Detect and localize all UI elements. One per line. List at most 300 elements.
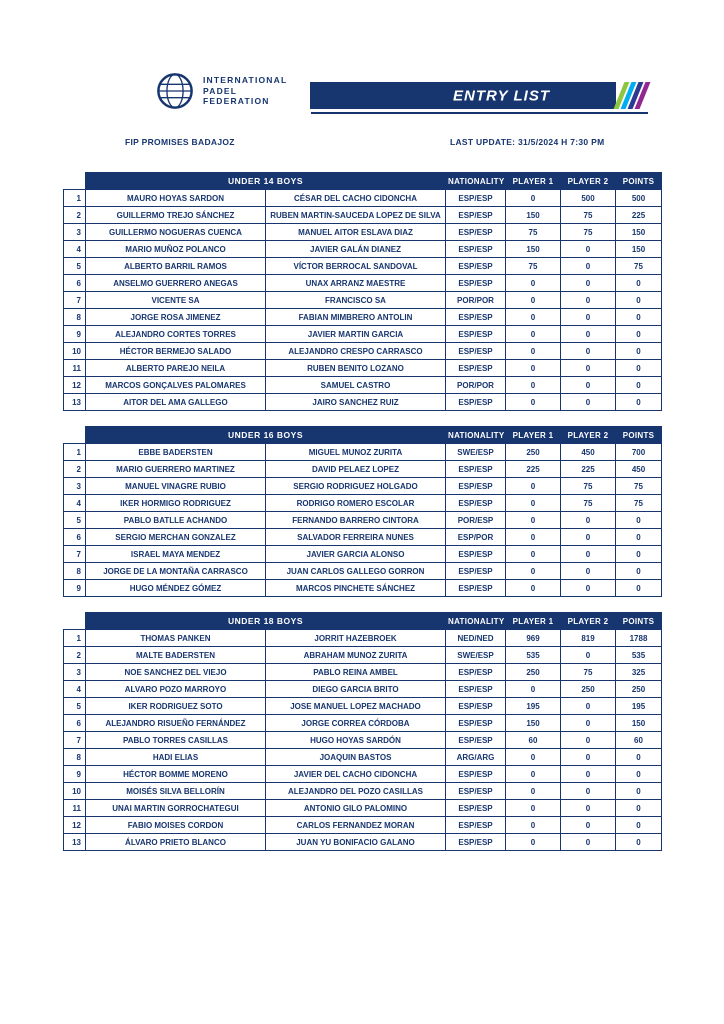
player2-points: 0 <box>561 546 616 563</box>
nationality: ESP/ESP <box>446 698 506 715</box>
row-number: 1 <box>64 190 86 207</box>
player1-points: 969 <box>506 630 561 647</box>
total-points: 150 <box>616 241 662 258</box>
player1-name: NOE SANCHEZ DEL VIEJO <box>86 664 266 681</box>
entry-row <box>64 258 662 275</box>
entry-row <box>64 529 662 546</box>
federation-name-line1: INTERNATIONAL <box>203 75 288 86</box>
nationality: POR/POR <box>446 292 506 309</box>
entry-row <box>64 292 662 309</box>
player1-points: 75 <box>506 224 561 241</box>
player1-name: HÉCTOR BOMME MORENO <box>86 766 266 783</box>
player2-points: 75 <box>561 224 616 241</box>
nationality: ESP/ESP <box>446 309 506 326</box>
total-points: 0 <box>616 394 662 411</box>
player2-name: JAIRO SANCHEZ RUIZ <box>266 394 446 411</box>
entry-row <box>64 817 662 834</box>
player1-name: ANSELMO GUERRERO ANEGAS <box>86 275 266 292</box>
row-number: 11 <box>64 800 86 817</box>
player2-points: 75 <box>561 207 616 224</box>
player1-points: 0 <box>506 546 561 563</box>
player1-points: 0 <box>506 681 561 698</box>
player2-name: JUAN CARLOS GALLEGO GORRON <box>266 563 446 580</box>
event-title: FIP PROMISES BADAJOZ <box>125 137 235 147</box>
entry-row <box>64 275 662 292</box>
row-number: 7 <box>64 732 86 749</box>
player1-points: 195 <box>506 698 561 715</box>
player1-name: ALEJANDRO RISUEÑO FERNÁNDEZ <box>86 715 266 732</box>
player2-points: 0 <box>561 766 616 783</box>
row-number: 10 <box>64 783 86 800</box>
player1-name: GUILLERMO NOGUERAS CUENCA <box>86 224 266 241</box>
federation-logo <box>156 72 287 110</box>
entry-row <box>64 461 662 478</box>
player1-points: 60 <box>506 732 561 749</box>
player2-points: 819 <box>561 630 616 647</box>
table-title: UNDER 14 BOYS <box>86 173 446 190</box>
entry-row <box>64 241 662 258</box>
nationality: ESP/ESP <box>446 190 506 207</box>
entry-row <box>64 546 662 563</box>
total-points: 0 <box>616 360 662 377</box>
entry-row <box>64 749 662 766</box>
row-number: 10 <box>64 343 86 360</box>
player2-name: DAVID PELAEZ LOPEZ <box>266 461 446 478</box>
entry-row <box>64 766 662 783</box>
entry-row <box>64 698 662 715</box>
total-points: 250 <box>616 681 662 698</box>
player2-name: CARLOS FERNANDEZ MORAN <box>266 817 446 834</box>
corner-cell <box>64 613 86 630</box>
player2-name: JAVIER GALÁN DIANEZ <box>266 241 446 258</box>
nationality: ESP/ESP <box>446 715 506 732</box>
banner-background <box>310 82 616 109</box>
entry-row <box>64 360 662 377</box>
row-number: 2 <box>64 647 86 664</box>
player1-name: IKER HORMIGO RODRIGUEZ <box>86 495 266 512</box>
total-points: 0 <box>616 275 662 292</box>
total-points: 0 <box>616 834 662 851</box>
player1-points: 0 <box>506 190 561 207</box>
player1-points: 0 <box>506 343 561 360</box>
nationality: ESP/ESP <box>446 783 506 800</box>
column-header: PLAYER 1 <box>506 613 561 630</box>
player1-points: 150 <box>506 241 561 258</box>
player2-name: RUBEN MARTIN-SAUCEDA LOPEZ DE SILVA <box>266 207 446 224</box>
total-points: 0 <box>616 580 662 597</box>
total-points: 0 <box>616 292 662 309</box>
row-number: 4 <box>64 681 86 698</box>
row-number: 8 <box>64 563 86 580</box>
player2-points: 0 <box>561 732 616 749</box>
total-points: 0 <box>616 783 662 800</box>
row-number: 7 <box>64 292 86 309</box>
player1-name: JORGE ROSA JIMENEZ <box>86 309 266 326</box>
player2-name: SALVADOR FERREIRA NUNES <box>266 529 446 546</box>
player1-points: 150 <box>506 715 561 732</box>
player2-points: 0 <box>561 800 616 817</box>
player2-name: RODRIGO ROMERO ESCOLAR <box>266 495 446 512</box>
nationality: ESP/ESP <box>446 681 506 698</box>
player2-points: 450 <box>561 444 616 461</box>
player1-points: 0 <box>506 800 561 817</box>
nationality: ESP/ESP <box>446 817 506 834</box>
player1-points: 0 <box>506 275 561 292</box>
player2-name: FRANCISCO SA <box>266 292 446 309</box>
row-number: 1 <box>64 630 86 647</box>
player2-name: ALEJANDRO CRESPO CARRASCO <box>266 343 446 360</box>
entry-row <box>64 630 662 647</box>
player1-points: 250 <box>506 444 561 461</box>
player2-name: JAVIER MARTIN GARCIA <box>266 326 446 343</box>
player2-points: 0 <box>561 715 616 732</box>
player2-points: 0 <box>561 292 616 309</box>
player1-name: FABIO MOISES CORDON <box>86 817 266 834</box>
row-number: 9 <box>64 766 86 783</box>
row-number: 7 <box>64 546 86 563</box>
player1-name: PABLO TORRES CASILLAS <box>86 732 266 749</box>
row-number: 1 <box>64 444 86 461</box>
total-points: 535 <box>616 647 662 664</box>
nationality: SWE/ESP <box>446 444 506 461</box>
player1-name: PABLO BATLLE ACHANDO <box>86 512 266 529</box>
nationality: ESP/ESP <box>446 275 506 292</box>
player2-points: 250 <box>561 681 616 698</box>
player1-name: THOMAS PANKEN <box>86 630 266 647</box>
federation-name-line3: FEDERATION <box>203 96 270 107</box>
entry-row <box>64 326 662 343</box>
entry-row <box>64 343 662 360</box>
last-update: LAST UPDATE: 31/5/2024 H 7:30 PM <box>450 137 605 147</box>
column-header: NATIONALITY <box>446 173 506 190</box>
table-title: UNDER 18 BOYS <box>86 613 446 630</box>
player2-name: ANTONIO GILO PALOMINO <box>266 800 446 817</box>
row-number: 3 <box>64 224 86 241</box>
player1-name: EBBE BADERSTEN <box>86 444 266 461</box>
player1-points: 0 <box>506 749 561 766</box>
player2-points: 0 <box>561 749 616 766</box>
row-number: 9 <box>64 580 86 597</box>
player1-points: 250 <box>506 664 561 681</box>
total-points: 0 <box>616 546 662 563</box>
nationality: ESP/ESP <box>446 326 506 343</box>
player2-name: PABLO REINA AMBEL <box>266 664 446 681</box>
player2-points: 0 <box>561 275 616 292</box>
entry-row <box>64 800 662 817</box>
entry-row <box>64 715 662 732</box>
player2-name: CÉSAR DEL CACHO CIDONCHA <box>266 190 446 207</box>
player1-name: UNAI MARTIN GORROCHATEGUI <box>86 800 266 817</box>
player2-points: 0 <box>561 394 616 411</box>
nationality: ESP/ESP <box>446 563 506 580</box>
player2-name: MARCOS PINCHETE SÁNCHEZ <box>266 580 446 597</box>
player2-points: 0 <box>561 783 616 800</box>
total-points: 0 <box>616 817 662 834</box>
total-points: 0 <box>616 377 662 394</box>
player1-name: ALVARO POZO MARROYO <box>86 681 266 698</box>
entry-row <box>64 478 662 495</box>
banner-title: ENTRY LIST <box>453 87 550 104</box>
player2-name: JOAQUIN BASTOS <box>266 749 446 766</box>
player2-name: JAVIER GARCIA ALONSO <box>266 546 446 563</box>
player1-name: GUILLERMO TREJO SÁNCHEZ <box>86 207 266 224</box>
nationality: ESP/ESP <box>446 546 506 563</box>
entry-row <box>64 563 662 580</box>
nationality: ESP/ESP <box>446 664 506 681</box>
player1-name: HÉCTOR BERMEJO SALADO <box>86 343 266 360</box>
total-points: 0 <box>616 563 662 580</box>
player1-name: VICENTE SA <box>86 292 266 309</box>
row-number: 8 <box>64 309 86 326</box>
player2-points: 75 <box>561 664 616 681</box>
row-number: 5 <box>64 512 86 529</box>
nationality: ESP/ESP <box>446 258 506 275</box>
row-number: 6 <box>64 275 86 292</box>
player1-points: 0 <box>506 817 561 834</box>
player1-name: JORGE DE LA MONTAÑA CARRASCO <box>86 563 266 580</box>
entry-row <box>64 309 662 326</box>
player1-points: 225 <box>506 461 561 478</box>
entry-row <box>64 190 662 207</box>
player1-name: SERGIO MERCHAN GONZALEZ <box>86 529 266 546</box>
player2-name: JAVIER DEL CACHO CIDONCHA <box>266 766 446 783</box>
row-number: 13 <box>64 834 86 851</box>
entry-row <box>64 394 662 411</box>
player1-name: IKER RODRIGUEZ SOTO <box>86 698 266 715</box>
nationality: ESP/ESP <box>446 495 506 512</box>
entry-row <box>64 647 662 664</box>
row-number: 6 <box>64 529 86 546</box>
row-number: 12 <box>64 817 86 834</box>
header-row <box>64 613 662 630</box>
player2-points: 0 <box>561 817 616 834</box>
entry-row <box>64 681 662 698</box>
player2-name: JORRIT HAZEBROEK <box>266 630 446 647</box>
player1-points: 0 <box>506 292 561 309</box>
player1-name: MANUEL VINAGRE RUBIO <box>86 478 266 495</box>
player2-name: ALEJANDRO DEL POZO CASILLAS <box>266 783 446 800</box>
row-number: 11 <box>64 360 86 377</box>
player1-points: 0 <box>506 512 561 529</box>
nationality: ESP/ESP <box>446 834 506 851</box>
player2-name: HUGO HOYAS SARDÓN <box>266 732 446 749</box>
player1-points: 0 <box>506 529 561 546</box>
total-points: 75 <box>616 258 662 275</box>
entry-tables <box>63 172 661 866</box>
player2-points: 0 <box>561 326 616 343</box>
nationality: ESP/ESP <box>446 461 506 478</box>
player2-name: UNAX ARRANZ MAESTRE <box>266 275 446 292</box>
player2-name: DIEGO GARCIA BRITO <box>266 681 446 698</box>
nationality: ESP/ESP <box>446 360 506 377</box>
column-header: POINTS <box>616 613 662 630</box>
column-header: NATIONALITY <box>446 427 506 444</box>
entry-row <box>64 444 662 461</box>
row-number: 2 <box>64 461 86 478</box>
player1-points: 0 <box>506 377 561 394</box>
banner-underline <box>311 112 648 114</box>
column-header: PLAYER 2 <box>561 427 616 444</box>
row-number: 5 <box>64 258 86 275</box>
column-header: POINTS <box>616 173 662 190</box>
total-points: 450 <box>616 461 662 478</box>
nationality: ESP/ESP <box>446 478 506 495</box>
player1-name: MOISÉS SILVA BELLORÍN <box>86 783 266 800</box>
player1-name: MAURO HOYAS SARDON <box>86 190 266 207</box>
player2-name: SAMUEL CASTRO <box>266 377 446 394</box>
player1-points: 535 <box>506 647 561 664</box>
nationality: POR/POR <box>446 377 506 394</box>
player2-name: JOSE MANUEL LOPEZ MACHADO <box>266 698 446 715</box>
total-points: 75 <box>616 478 662 495</box>
total-points: 0 <box>616 529 662 546</box>
row-number: 3 <box>64 664 86 681</box>
entry-row <box>64 664 662 681</box>
player2-points: 0 <box>561 377 616 394</box>
player1-points: 0 <box>506 580 561 597</box>
total-points: 1788 <box>616 630 662 647</box>
total-points: 150 <box>616 224 662 241</box>
player1-points: 0 <box>506 326 561 343</box>
player1-points: 0 <box>506 563 561 580</box>
player1-points: 0 <box>506 309 561 326</box>
entry-row <box>64 732 662 749</box>
nationality: ESP/ESP <box>446 800 506 817</box>
player1-name: ALEJANDRO CORTES TORRES <box>86 326 266 343</box>
entry-row <box>64 834 662 851</box>
player2-name: MANUEL AITOR ESLAVA DIAZ <box>266 224 446 241</box>
player2-name: JUAN YU BONIFACIO GALANO <box>266 834 446 851</box>
total-points: 700 <box>616 444 662 461</box>
player1-points: 0 <box>506 766 561 783</box>
player1-name: ÁLVARO PRIETO BLANCO <box>86 834 266 851</box>
player1-points: 0 <box>506 834 561 851</box>
total-points: 195 <box>616 698 662 715</box>
player1-name: ALBERTO BARRIL RAMOS <box>86 258 266 275</box>
player2-points: 0 <box>561 241 616 258</box>
player1-name: MARCOS GONÇALVES PALOMARES <box>86 377 266 394</box>
total-points: 60 <box>616 732 662 749</box>
player1-name: AITOR DEL AMA GALLEGO <box>86 394 266 411</box>
row-number: 13 <box>64 394 86 411</box>
player2-points: 0 <box>561 258 616 275</box>
nationality: ESP/ESP <box>446 732 506 749</box>
header-row <box>64 427 662 444</box>
player2-points: 75 <box>561 495 616 512</box>
federation-name-line2: PADEL <box>203 85 238 96</box>
nationality: ESP/ESP <box>446 207 506 224</box>
player1-points: 0 <box>506 394 561 411</box>
row-number: 2 <box>64 207 86 224</box>
nationality: SWE/ESP <box>446 647 506 664</box>
player2-points: 0 <box>561 834 616 851</box>
player2-points: 0 <box>561 647 616 664</box>
federation-name <box>203 75 287 107</box>
header-row <box>64 173 662 190</box>
banner-stripes-icon <box>616 82 648 109</box>
player2-points: 225 <box>561 461 616 478</box>
nationality: ARG/ARG <box>446 749 506 766</box>
row-number: 8 <box>64 749 86 766</box>
total-points: 325 <box>616 664 662 681</box>
nationality: ESP/ESP <box>446 241 506 258</box>
row-number: 5 <box>64 698 86 715</box>
column-header: POINTS <box>616 427 662 444</box>
player2-points: 0 <box>561 580 616 597</box>
player2-points: 0 <box>561 512 616 529</box>
column-header: PLAYER 2 <box>561 613 616 630</box>
player2-name: FERNANDO BARRERO CINTORA <box>266 512 446 529</box>
player1-points: 75 <box>506 258 561 275</box>
player1-points: 0 <box>506 495 561 512</box>
total-points: 225 <box>616 207 662 224</box>
row-number: 4 <box>64 241 86 258</box>
column-header: NATIONALITY <box>446 613 506 630</box>
player2-name: FABIAN MIMBRERO ANTOLIN <box>266 309 446 326</box>
player1-points: 0 <box>506 783 561 800</box>
corner-cell <box>64 427 86 444</box>
player1-points: 0 <box>506 360 561 377</box>
player2-name: ABRAHAM MUNOZ ZURITA <box>266 647 446 664</box>
nationality: ESP/ESP <box>446 343 506 360</box>
entry-list-banner <box>310 82 648 109</box>
player2-name: SERGIO RODRIGUEZ HOLGADO <box>266 478 446 495</box>
player2-points: 500 <box>561 190 616 207</box>
player1-name: MARIO MUÑOZ POLANCO <box>86 241 266 258</box>
column-header: PLAYER 1 <box>506 173 561 190</box>
player2-points: 0 <box>561 698 616 715</box>
nationality: POR/ESP <box>446 512 506 529</box>
player1-points: 0 <box>506 478 561 495</box>
player1-name: ALBERTO PAREJO NEILA <box>86 360 266 377</box>
total-points: 0 <box>616 343 662 360</box>
nationality: ESP/ESP <box>446 766 506 783</box>
player2-points: 0 <box>561 309 616 326</box>
nationality: ESP/ESP <box>446 580 506 597</box>
player2-points: 0 <box>561 529 616 546</box>
total-points: 0 <box>616 766 662 783</box>
entry-row <box>64 783 662 800</box>
total-points: 0 <box>616 800 662 817</box>
entry-row <box>64 580 662 597</box>
total-points: 0 <box>616 326 662 343</box>
entry-row <box>64 207 662 224</box>
nationality: ESP/ESP <box>446 224 506 241</box>
corner-cell <box>64 173 86 190</box>
total-points: 0 <box>616 512 662 529</box>
player2-points: 0 <box>561 343 616 360</box>
row-number: 12 <box>64 377 86 394</box>
player1-name: ISRAEL MAYA MENDEZ <box>86 546 266 563</box>
entry-row <box>64 377 662 394</box>
player1-name: MARIO GUERRERO MARTINEZ <box>86 461 266 478</box>
total-points: 150 <box>616 715 662 732</box>
total-points: 0 <box>616 309 662 326</box>
nationality: ESP/POR <box>446 529 506 546</box>
row-number: 3 <box>64 478 86 495</box>
nationality: NED/NED <box>446 630 506 647</box>
row-number: 4 <box>64 495 86 512</box>
player2-points: 0 <box>561 563 616 580</box>
row-number: 6 <box>64 715 86 732</box>
entry-table <box>63 172 662 411</box>
entry-row <box>64 224 662 241</box>
entry-row <box>64 495 662 512</box>
total-points: 75 <box>616 495 662 512</box>
nationality: ESP/ESP <box>446 394 506 411</box>
player2-points: 75 <box>561 478 616 495</box>
player1-name: MALTE BADERSTEN <box>86 647 266 664</box>
